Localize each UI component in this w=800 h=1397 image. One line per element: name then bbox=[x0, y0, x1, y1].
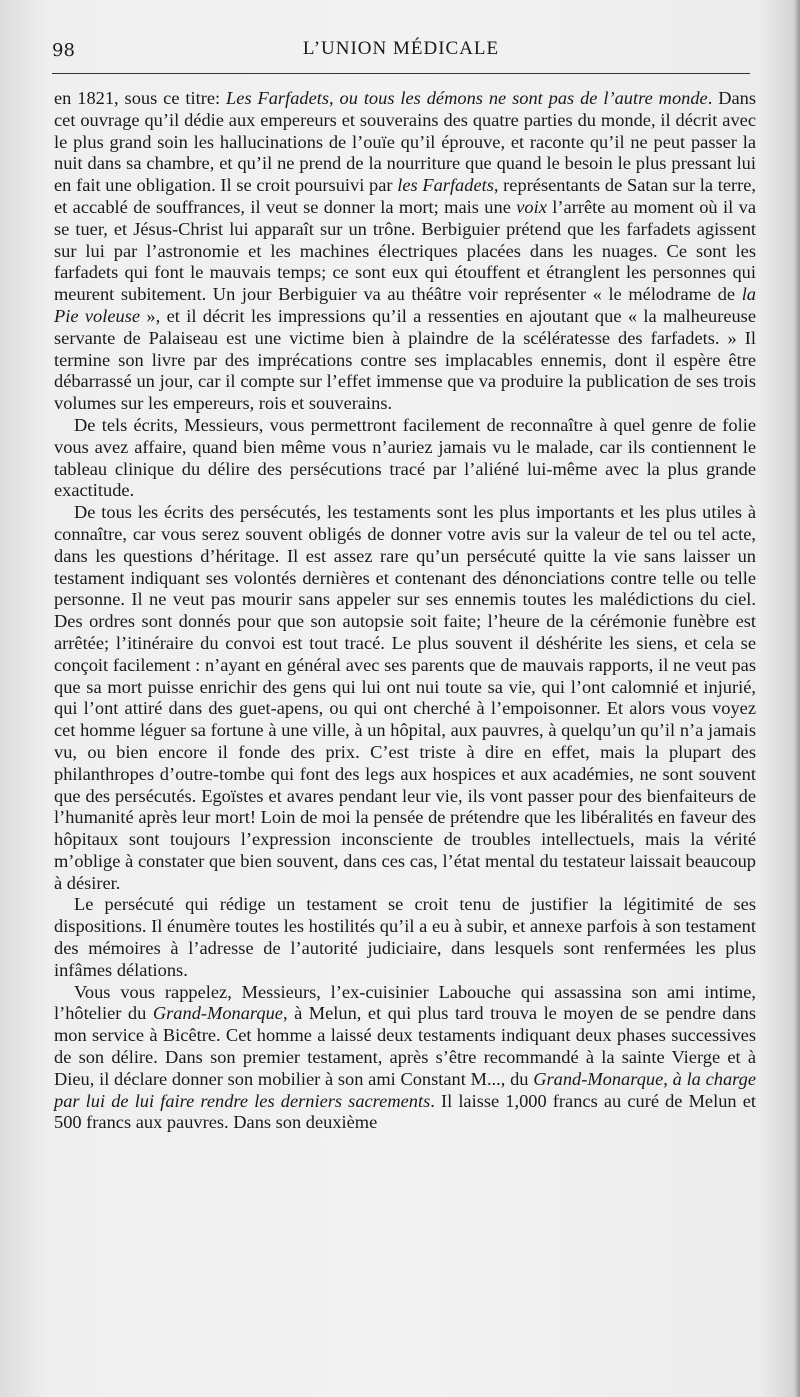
text-run: l’arrête au moment où il va se tuer, et Jésus-Christ lui apparaît sur un trône. Berbiguier prétend que les farfadets agissent sur lui par l’astronomie et les machines électriques placées dans les nuages. Ce sont les farfadets qui font le mauvais temps; ce sont eux qui étouffent et étranglent les personnes qui meurent subitement. Un jour Berbiguier va au théâtre voir représenter « le mélodrame de bbox=[54, 196, 756, 305]
paragraph bbox=[54, 88, 756, 415]
text-run: en 1821, sous ce titre: bbox=[54, 88, 227, 108]
text-run: , à Melun, et qui plus tard trouva le moyen de se pendre dans mon service à Bicêtre. Cet homme a laissé deux testaments indiquant deux phases successives de son délire. Dans son premier testament, après s’être recommandé à la sainte Vierge et à Dieu, il déclare donner son mobilier à son ami Constant M..., du bbox=[54, 1003, 756, 1089]
italic-text: Grand-Monarque bbox=[533, 1068, 664, 1089]
italic-text: à la charge par lui de lui faire rendre les derniers sacrements bbox=[54, 1068, 756, 1111]
text-run: De tels écrits, Messieurs, vous permettront facilement de reconnaître à quel genre de folie vous avez affaire, quand bien même vous n’auriez jamais vu le malade, car ils contiennent le tableau clinique du délire des persécutions tracé par l’aliéné lui-même avec la plus grande exactitude. bbox=[54, 414, 756, 501]
page-header bbox=[52, 38, 750, 68]
scan-edge-shadow bbox=[794, 0, 800, 1397]
text-run: . Dans cet ouvrage qu’il dédie aux empereurs et souverains des quatre parties du monde, il décrit avec le plus grand soin les hallucinations de l’ouïe qu’il éprouve, et raconte qu’il ne peut passer la nuit dans sa chambre, et qu’il ne prend de la nourriture que quand le besoin le plus pressant lui en fait une obligation. Il se croit poursuivi par bbox=[54, 88, 757, 196]
text-run: , représentants de Satan sur la terre, et accablé de souffrances, il veut se donner la mort; mais une bbox=[54, 175, 757, 217]
italic-text: la Pie voleuse bbox=[54, 284, 756, 326]
text-run: », et il décrit les impressions qu’il a ressenties en ajoutant que « la malheureuse servante de Palaiseau est une victime bien à plaindre de la scélératesse des farfadets. » Il termine son livre par des imprécations contre ses implacables ennemis, dont il espère être débarrassé un jour, car il compte sur l’effet immense que va produire la publication de ses trois volumes sur les empereurs, rois et souverains. bbox=[54, 305, 757, 414]
text-run: Le persécuté qui rédige un testament se croit tenu de justifier la légitimité de ses dispositions. Il énumère toutes les hostilités qu’il a eu à subir, et annexe parfois à son testament des mémoires à l’adresse de l’autorité judiciaire, dans lesquels sont renfermées les plus infâmes délations. bbox=[54, 894, 756, 980]
paragraph bbox=[54, 894, 756, 981]
header-rule bbox=[52, 73, 750, 74]
body-text bbox=[54, 88, 756, 1134]
paragraph bbox=[54, 415, 756, 502]
italic-text: Les Farfadets, ou tous les démons ne sont pas de l’autre monde bbox=[226, 88, 708, 108]
running-head: L’UNION MÉDICALE bbox=[302, 38, 500, 59]
page-number: 98 bbox=[52, 40, 75, 61]
text-run: . Il laisse 1,000 francs au curé de Melun et 500 francs aux pauvres. Dans son deuxième bbox=[54, 1090, 756, 1133]
italic-text: voix bbox=[516, 196, 547, 217]
paragraph bbox=[54, 502, 756, 894]
text-run: Vous vous rappelez, Messieurs, l’ex-cuisinier Labouche qui assassina son ami intime, l’hôtelier du bbox=[54, 981, 756, 1024]
text-run: De tous les écrits des persécutés, les testaments sont les plus importants et les plus utiles à connaître, car vous serez souvent obligés de donner votre avis sur la valeur de tel ou tel acte, dans les questions d’héritage. Il est assez rare qu’un persécuté quitte la vie sans laisser un testament indiquant ses volontés dernières et contenant des dénonciations contre telle ou telle personne. Il ne veut pas mourir sans appeler sur ses ennemis toutes les malédictions du ciel. Des ordres sont donnés pour que son autopsie soit faite; l’heure de la cérémonie funèbre est arrêtée; l’itinéraire du convoi est tout tracé. Le plus souvent il déshérite les siens, et cela se conçoit facilement : n’ayant en général avec ses parents que de mauvais rapports, il ne veut pas que sa mort puisse enrichir des gens qui lui ont nui toute sa vie, qui l’ont calomnié et injurié, qui l’ont attiré dans des guet-apens, ou qui ont cherché à l’empoisonner. Et alors vous voyez cet homme léguer sa fortune à une ville, à un hôpital, aux pauvres, à quelqu’un qu’il n’a jamais vu, ou bien encore il fonde des prix. C’est triste à dire en effet, mais la plupart des philanthropes d’outre-tombe qui font des legs aux hospices et aux académies, ne sont souvent que des persécutés. Egoïstes et avares pendant leur vie, ils vont passer pour des bienfaiteurs de l’humanité après leur mort! Loin de moi la pensée de prétendre que les libéralités en faveur des hôpitaux sont toujours l’expression inconsciente de troubles intellectuels, mais la vérité m’oblige à constater que bien souvent, dans ces cas, l’état mental du testateur laissait beaucoup à désirer. bbox=[54, 502, 756, 893]
italic-text: les Farfadets bbox=[397, 175, 494, 196]
italic-text: Grand-Monarque bbox=[152, 1003, 283, 1024]
paragraph bbox=[54, 982, 756, 1135]
text-run: , bbox=[663, 1068, 673, 1089]
